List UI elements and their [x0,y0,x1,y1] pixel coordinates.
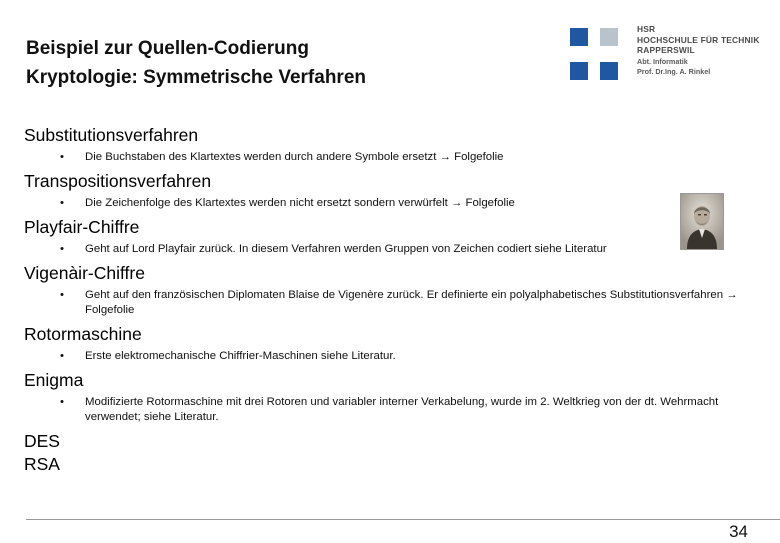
section [24,262,764,318]
section [24,369,764,425]
section-heading: Substitutionsverfahren [24,125,199,145]
section-heading: Enigma [24,370,84,390]
bullet-item [24,196,764,211]
bullet-dot-icon: • [60,396,64,408]
logo-line-1: HSR [637,24,656,34]
section [24,216,764,257]
bullet-dot-icon: • [60,151,64,163]
slide-title [26,34,366,92]
bullet-text: Modifizierte Rotormaschine mit drei Rotoren und variabler interner Verkabelung, wurde im 2. Weltkrieg von der dt. Wehrmacht verwendet; siehe Literatur. [85,396,719,423]
section-heading: Playfair-Chiffre [24,217,140,237]
slide-content [24,124,764,476]
bullet-dot-icon: • [60,289,64,301]
bullet-text: Die Zeichenfolge des Klartextes werden nicht ersetzt sondern verwürfelt → Folgefolie [85,197,515,209]
logo-line-5: Prof. Dr.Ing. A. Rinkel [637,67,711,77]
bullet-item [24,288,764,318]
footer-divider [26,519,780,520]
portrait-image [680,193,724,250]
bullet-text: Geht auf den französischen Diplomaten Blaise de Vigenère zurück. Er definierte ein polyalphabetisches Substitutionsverfahren → Folgefolie [85,289,738,316]
title-line-2: Kryptologie: Symmetrische Verfahren [26,67,366,88]
bullet-dot-icon: • [60,350,64,362]
bullet-item [24,150,764,165]
bullet-text: Erste elektromechanische Chiffrier-Maschinen siehe Literatur. [85,350,396,362]
bullet-text: Geht auf Lord Playfair zurück. In diesem Verfahren werden Gruppen von Zeichen codiert siehe Literatur [85,243,607,255]
section [24,430,764,452]
section-heading: Transpositionsverfahren [24,171,212,191]
section [24,453,764,475]
section [24,170,764,211]
bullet-dot-icon: • [60,243,64,255]
section-heading: DES [24,431,60,451]
section [24,323,764,364]
section [24,124,764,165]
logo-text [637,24,760,78]
bullet-text: Die Buchstaben des Klartextes werden durch andere Symbole ersetzt → Folgefolie [85,151,504,163]
bullet-item [24,395,764,425]
bullet-item [24,349,764,364]
section-heading: Vigenàir-Chiffre [24,263,145,283]
title-line-1: Beispiel zur Quellen-Codierung [26,38,309,59]
page-number: 34 [729,522,748,541]
section-heading: RSA [24,454,60,474]
logo-square-grey [600,28,618,46]
bullet-item [24,242,764,257]
logo-line-2: HOCHSCHULE FÜR TECHNIK [637,34,760,45]
logo-square-blue [600,62,618,80]
logo-square-blue [570,62,588,80]
logo-square-blue [570,28,588,46]
bullet-dot-icon: • [60,197,64,209]
logo-line-4: Abt. Informatik [637,56,688,66]
logo-line-3: RAPPERSWIL [637,45,695,56]
section-heading: Rotormaschine [24,324,142,344]
hsr-logo [570,24,775,86]
